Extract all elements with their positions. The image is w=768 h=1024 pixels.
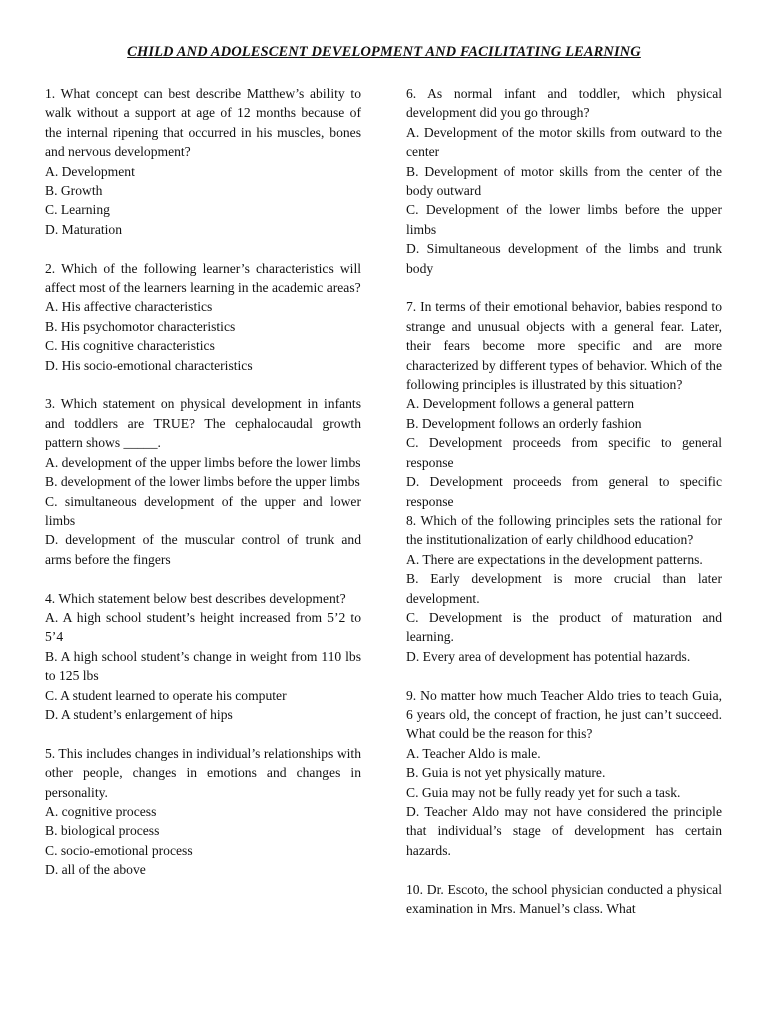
answer-option: D. Development proceeds from general to specific response <box>406 474 722 509</box>
answer-option: C. Development proceeds from specific to general response <box>406 435 722 470</box>
answer-option: D. development of the muscular control of trunk and arms before the fingers <box>45 532 361 567</box>
answer-option: D. all of the above <box>45 862 146 878</box>
answer-option: D. A student’s enlargement of hips <box>45 706 233 722</box>
answer-option: A. A high school student’s height increased from 5’2 to 5’4 <box>45 609 361 645</box>
answer-option: B. Growth <box>45 183 103 199</box>
answer-option: B. Development of motor skills from the center of the body outward <box>406 163 722 199</box>
right-column <box>406 84 722 938</box>
answer-option: C. socio-emotional process <box>45 842 193 858</box>
answer-option: B. A high school student’s change in weight from 110 lbs to 125 lbs <box>45 648 361 684</box>
question-block <box>45 259 361 375</box>
question-stem: 4. Which statement below best describes development? <box>45 590 346 606</box>
question-stem: 1. What concept can best describe Matthew’s ability to walk without a support at age of 12 months because of the internal ripening that occurred in his muscles, bones and nervous development? <box>45 86 361 160</box>
answer-option: B. development of the lower limbs before the upper limbs <box>45 474 360 490</box>
answer-option: D. Teacher Aldo may not have considered the principle that individual’s stage of development has certain hazards. <box>406 804 722 858</box>
answer-option: D. His socio-emotional characteristics <box>45 357 253 373</box>
question-stem: 10. Dr. Escoto, the school physician conducted a physical examination in Mrs. Manuel’s class. What <box>406 881 722 917</box>
question-stem: 6. As normal infant and toddler, which physical development did you go through? <box>406 86 722 121</box>
question-block <box>45 84 361 239</box>
answer-option: C. Guia may not be fully ready yet for such a task. <box>406 784 681 800</box>
answer-option: B. Early development is more crucial than later development. <box>406 571 722 606</box>
answer-option: D. Simultaneous development of the limbs and trunk body <box>406 241 722 276</box>
answer-option: A. Development of the motor skills from outward to the center <box>406 124 722 160</box>
question-stem: 8. Which of the following principles sets the rational for the institutionalization of early childhood education? <box>406 512 722 548</box>
answer-option: A. There are expectations in the development patterns. <box>406 551 703 567</box>
answer-option: B. Guia is not yet physically mature. <box>406 765 606 781</box>
answer-option: C. Development of the lower limbs before the upper limbs <box>406 202 722 237</box>
question-stem: 3. Which statement on physical development in infants and toddlers are TRUE? The cephalocaudal growth pattern shows _____. <box>45 396 361 451</box>
answer-option: D. Maturation <box>45 221 123 237</box>
question-block <box>45 394 361 569</box>
question-block <box>406 511 722 666</box>
question-block <box>406 84 722 278</box>
answer-option: D. Every area of development has potential hazards. <box>406 648 691 664</box>
left-column <box>45 84 361 899</box>
answer-option: A. Teacher Aldo is male. <box>406 745 541 761</box>
answer-option: B. His psychomotor characteristics <box>45 318 236 334</box>
answer-option: A. cognitive process <box>45 803 157 819</box>
answer-option: B. biological process <box>45 823 160 839</box>
question-stem: 2. Which of the following learner’s characteristics will affect most of the learners learning in the academic areas? <box>45 260 361 296</box>
answer-option: A. His affective characteristics <box>45 299 213 315</box>
answer-option: C. His cognitive characteristics <box>45 338 215 354</box>
page-title: CHILD AND ADOLESCENT DEVELOPMENT AND FACILITATING LEARNING <box>127 44 641 60</box>
answer-option: A. Development <box>45 163 135 179</box>
question-block <box>45 589 361 725</box>
answer-option: A. development of the upper limbs before the lower limbs <box>45 454 361 470</box>
question-block <box>406 297 722 510</box>
question-block <box>406 686 722 861</box>
question-stem: 5. This includes changes in individual’s relationships with other people, changes in emotions and changes in personality. <box>45 745 361 800</box>
question-block <box>45 744 361 880</box>
answer-option: C. Learning <box>45 202 110 218</box>
question-stem: 7. In terms of their emotional behavior, babies respond to strange and unusual objects with a general fear. Later, their fears become more specific and are more characterized by different types of behavior. Which of the following principles is illustrated by this situation? <box>406 299 722 393</box>
answer-option: C. simultaneous development of the upper and lower limbs <box>45 493 361 528</box>
question-block <box>406 880 722 919</box>
question-stem: 9. No matter how much Teacher Aldo tries to teach Guia, 6 years old, the concept of fraction, he just can’t succeed. What could be the reason for this? <box>406 687 722 742</box>
answer-option: A. Development follows a general pattern <box>406 396 634 412</box>
answer-option: C. A student learned to operate his computer <box>45 687 287 703</box>
answer-option: B. Development follows an orderly fashion <box>406 415 642 431</box>
answer-option: C. Development is the product of maturation and learning. <box>406 609 722 645</box>
